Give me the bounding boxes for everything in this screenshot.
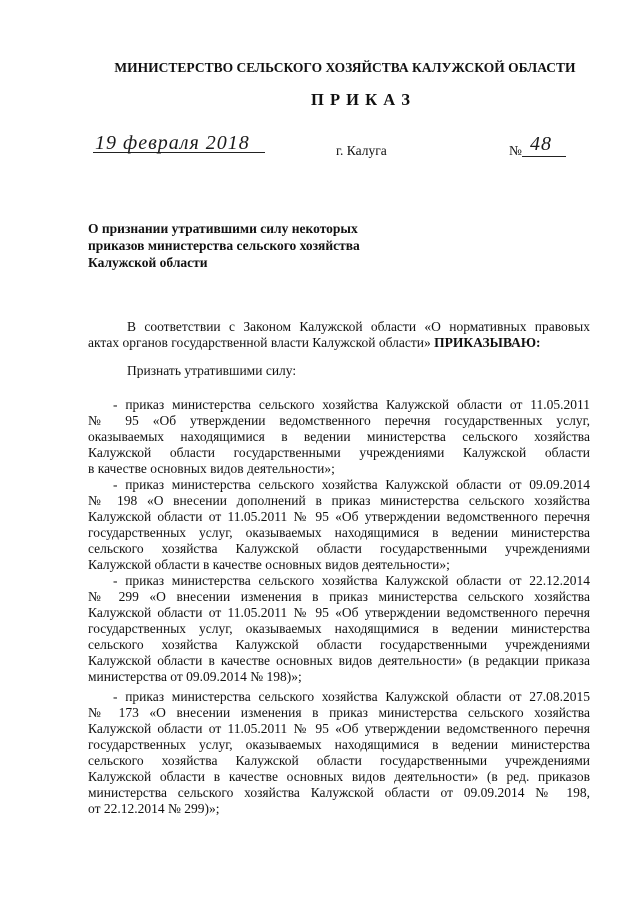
document-type-title: П Р И К А З <box>311 90 411 109</box>
resolution-text: Признать утратившими силу: <box>127 363 297 378</box>
repealed-orders-list <box>88 397 590 817</box>
order-number-handwritten: 48 <box>530 133 552 155</box>
item-line: № 95 «Об утверждении ведомственного перечня государственных услуг, <box>88 413 590 428</box>
item-line: сельского хозяйства Калужской области государственными учреждениями <box>88 541 590 556</box>
item-line: сельского хозяйства Калужской области государственными учреждениями <box>88 753 590 768</box>
item-line: государственных услуг, оказываемых находящимися в ведении министерства <box>88 737 590 752</box>
ministry-header: МИНИСТЕРСТВО СЕЛЬСКОГО ХОЗЯЙСТВА КАЛУЖСКОЙ ОБЛАСТИ <box>114 60 576 75</box>
item-line: Калужской области от 11.05.2011 № 95 «Об утверждении ведомственного перечня <box>88 605 590 620</box>
repealed-order-item <box>88 477 590 573</box>
item-line: - приказ министерства сельского хозяйства Калужской области от 27.08.2015 <box>113 689 590 704</box>
item-line: Калужской области в качестве основных видов деятельности» (в ред. приказов <box>88 769 590 784</box>
repealed-order-item <box>88 573 590 685</box>
preamble-line: В соответствии с Законом Калужской области «О нормативных правовых <box>127 319 590 334</box>
city-label: г. Калуга <box>336 143 387 158</box>
subject-title <box>88 220 408 271</box>
item-line: № 198 «О внесении дополнений в приказ министерства сельского хозяйства <box>88 493 590 508</box>
preamble-line <box>88 335 590 351</box>
repealed-order-item <box>88 397 590 477</box>
item-line: - приказ министерства сельского хозяйства Калужской области от 22.12.2014 <box>113 573 590 588</box>
item-line: Калужской области в качестве основных видов деятельности» (в редакции приказа <box>88 653 590 668</box>
item-line: государственных услуг, оказываемых находящимися в ведении министерства <box>88 525 590 540</box>
item-line: в качестве основных видов деятельности»; <box>88 461 335 476</box>
subject-title-line: О признании утратившими силу некоторых <box>88 221 358 236</box>
preamble-paragraph <box>88 319 590 351</box>
order-date-field <box>93 132 265 153</box>
item-line: оказываемых находящимися в ведении министерства сельского хозяйства <box>88 429 590 444</box>
item-line: Калужской области государственными учреждениями Калужской области <box>88 445 590 460</box>
item-line: - приказ министерства сельского хозяйства Калужской области от 11.05.2011 <box>113 397 590 412</box>
item-line: № 173 «О внесении изменения в приказ министерства сельского хозяйства <box>88 705 590 720</box>
item-line: сельского хозяйства Калужской области государственными учреждениями <box>88 637 590 652</box>
item-line: - приказ министерства сельского хозяйства Калужской области от 09.09.2014 <box>113 477 590 492</box>
item-line: министерства сельского хозяйства Калужской области от 09.09.2014 № 198, <box>88 785 590 800</box>
order-number-field <box>522 133 566 157</box>
repealed-order-item <box>88 689 590 817</box>
order-number-sign: № <box>509 143 522 158</box>
item-line: Калужской области в качестве основных видов деятельности»; <box>88 557 450 572</box>
subject-title-line: Калужской области <box>88 255 208 270</box>
subject-title-line: приказов министерства сельского хозяйства <box>88 238 360 253</box>
item-line: № 299 «О внесении изменения в приказ министерства сельского хозяйства <box>88 589 590 604</box>
item-line: от 22.12.2014 № 299)»; <box>88 801 220 816</box>
item-line: Калужской области от 11.05.2011 № 95 «Об утверждении ведомственного перечня <box>88 509 590 524</box>
preamble-line-text: актах органов государственной власти Калужской области» <box>88 335 431 350</box>
item-line: государственных услуг, оказываемых находящимися в ведении министерства <box>88 621 590 636</box>
item-line: министерства от 09.09.2014 № 198)»; <box>88 669 302 684</box>
command-word: ПРИКАЗЫВАЮ: <box>434 335 541 350</box>
item-line: Калужской области от 11.05.2011 № 95 «Об утверждении ведомственного перечня <box>88 721 590 736</box>
order-date-handwritten: 19 февраля 2018 <box>95 132 250 154</box>
